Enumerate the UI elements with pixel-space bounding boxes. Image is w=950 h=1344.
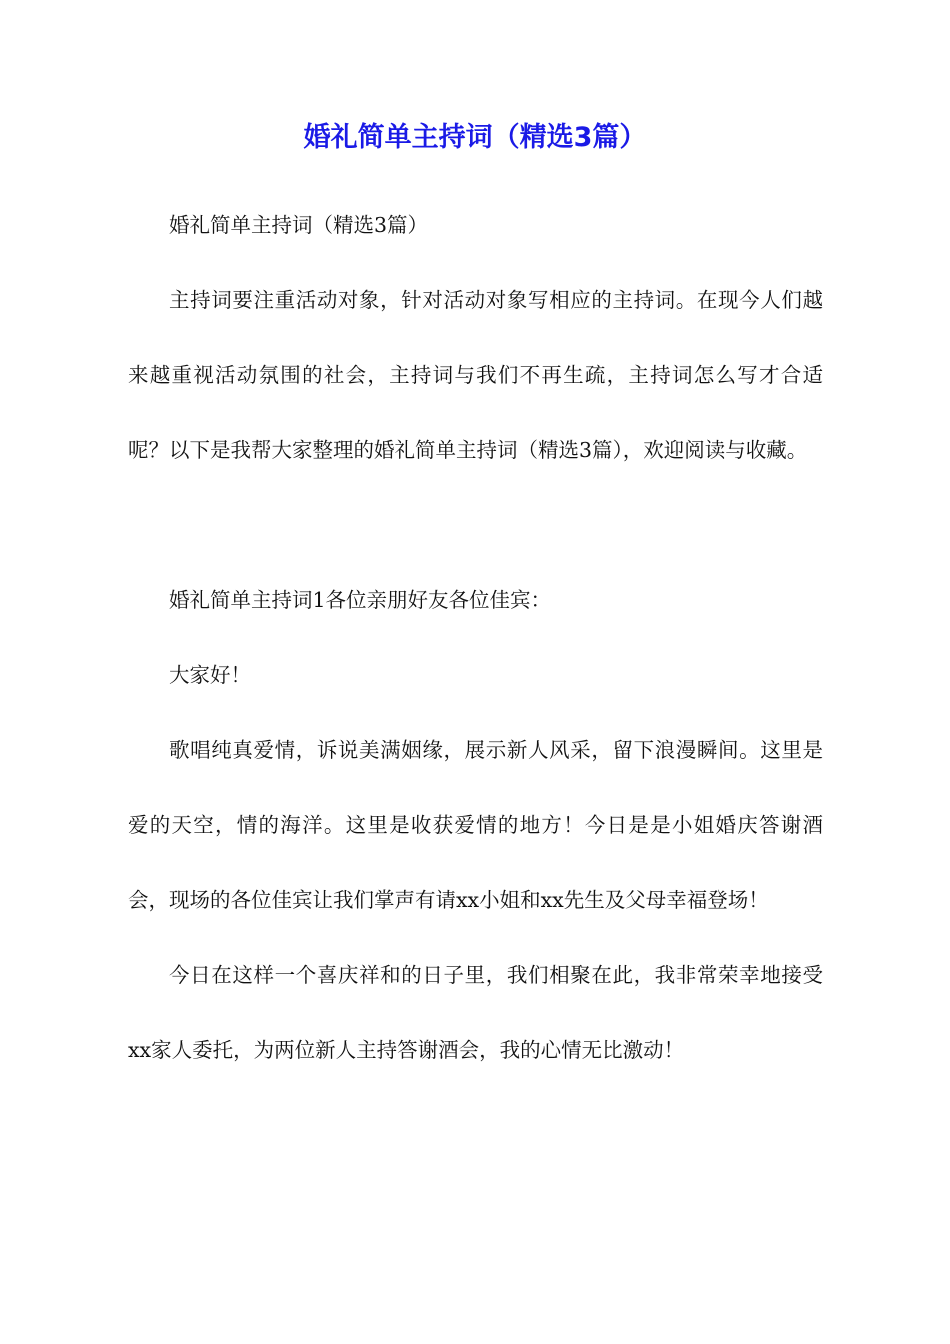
paragraph-host-remarks: 今日在这样一个喜庆祥和的日子里，我们相聚在此，我非常荣幸地接受xx家人委托，为两位新人主持答谢酒会，我的心情无比激动！	[128, 963, 823, 1062]
document-body	[128, 188, 823, 1088]
paragraph-subtitle: 婚礼简单主持词（精选3篇）	[169, 213, 429, 237]
paragraph-greeting: 大家好！	[169, 663, 251, 687]
paragraph-section-heading: 婚礼简单主持词1各位亲朋好友各位佳宾：	[169, 588, 552, 612]
paragraph-opening: 歌唱纯真爱情，诉说美满姻缘，展示新人风采，留下浪漫瞬间。这里是爱的天空，情的海洋。这里是收获爱情的地方！今日是是小姐婚庆答谢酒会，现场的各位佳宾让我们掌声有请xx小姐和xx先生及父母幸福登场！	[128, 738, 823, 912]
paragraph-intro: 主持词要注重活动对象，针对活动对象写相应的主持词。在现今人们越来越重视活动氛围的社会，主持词与我们不再生疏，主持词怎么写才合适呢？以下是我帮大家整理的婚礼简单主持词（精选3篇），欢迎阅读与收藏。	[128, 288, 823, 462]
document-title: 婚礼简单主持词（精选3篇）	[303, 122, 647, 153]
